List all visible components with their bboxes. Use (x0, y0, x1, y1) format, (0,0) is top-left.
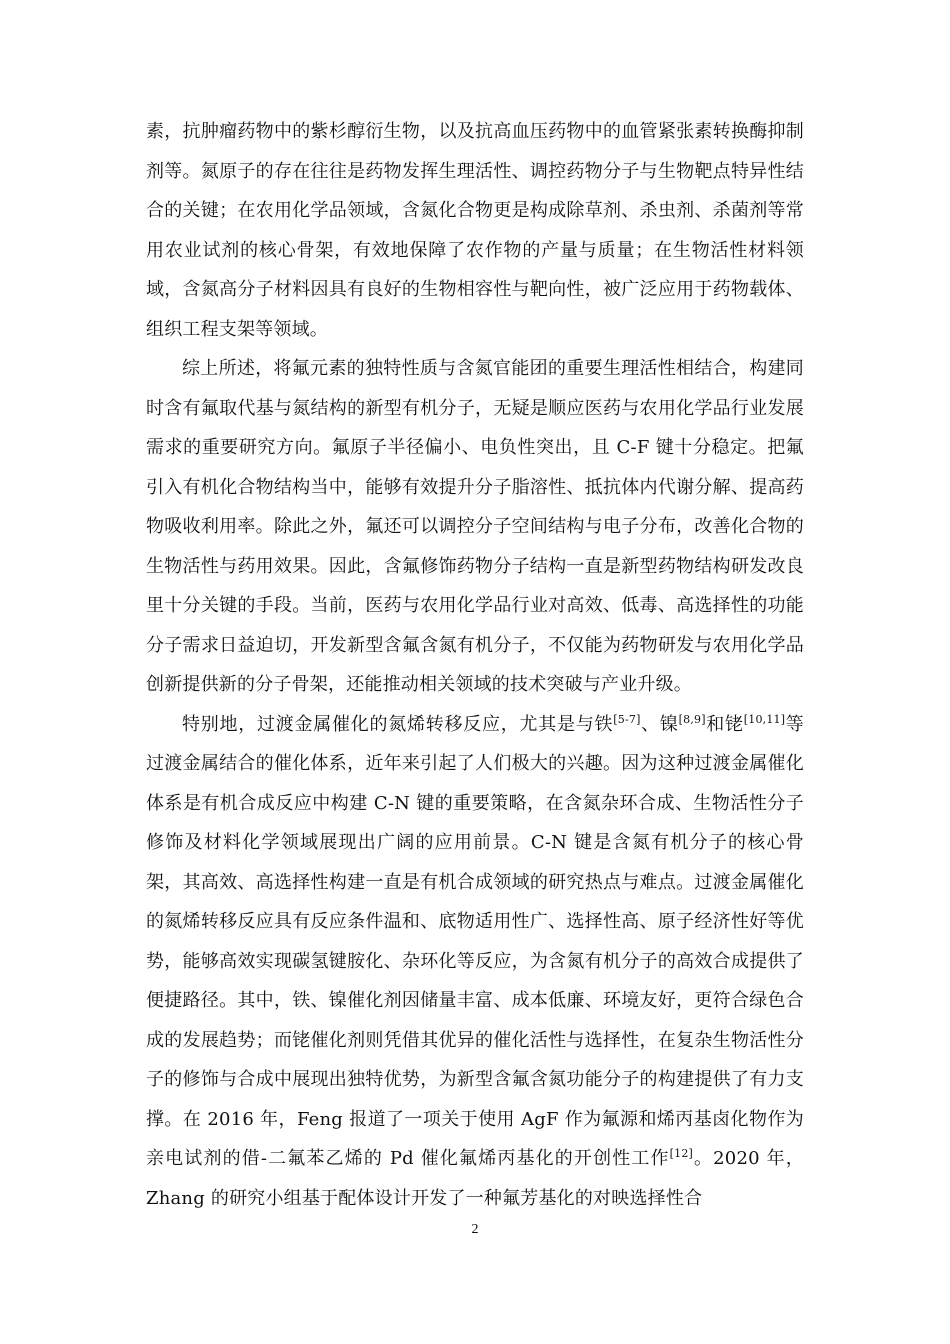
citation-superscript: [8,9] (678, 712, 706, 726)
paragraph-1 (146, 112, 804, 349)
paragraph-text: 素，抗肿瘤药物中的紫杉醇衍生物，以及抗高血压药物中的血管紧张素转换酶抑制剂等。氮原子的存在往往是药物发挥生理活性、调控药物分子与生物靶点特异性结合的关键；在农用化学品领域，含氮化合物更是构成除草剂、杀虫剂、杀菌剂等常用农业试剂的核心骨架，有效地保障了农作物的产量与质量；在生物活性材料领域，含氮高分子材料因具有良好的生物相容性与靶向性，被广泛应用于药物载体、组织工程支架等领域。 (146, 121, 804, 340)
citation-superscript: [5-7] (613, 712, 641, 726)
paragraph-2 (146, 349, 804, 705)
document-body (146, 112, 804, 1218)
citation-superscript: [12] (669, 1147, 694, 1160)
paragraph-text: 等过渡金属结合的催化体系，近年来引起了人们极大的兴趣。因为这种过渡金属催化体系是有机合成反应中构建 C-N 键的重要策略，在含氮杂环合成、生物活性分子修饰及材料化学领域展现出广阔的应用前景。C-N 键是含氮有机分子的核心骨架，其高效、高选择性构建一直是有机合成领域的研究热点与难点。过渡金属催化的氮烯转移反应具有反应条件温和、底物适用性广、选择性高、原子经济性好等优势，能够高效实现碳氢键胺化、杂环化等反应，为含氮有机分子的高效合成提供了便捷路径。其中，铁、镍催化剂因储量丰富、成本低廉、环境友好，更符合绿色合成的发展趋势；而铑催化剂则凭借其优异的催化活性与选择性，在复杂生物活性分子的修饰与合成中展现出独特优势，为新型含氟含氮功能分子的构建提供了有力支撑。在 2016 年，Feng 报道了一项关于使用 AgF 作为氟源和烯丙基卤化物作为亲电试剂的借-二氟苯乙烯的 Pd 催化氟烯丙基化的开创性工作 (146, 713, 805, 1169)
paragraph-text: 。2020 年，Zhang 的研究小组基于配体设计开发了一种氟芳基化的对映选择性合 (146, 1148, 804, 1209)
page-number: 2 (471, 1222, 479, 1237)
paragraph-text: 和铑 (705, 713, 744, 735)
paragraph-text: 综上所述，将氟元素的独特性质与含氮官能团的重要生理活性相结合，构建同时含有氟取代基与氮结构的新型有机分子，无疑是顺应医药与农用化学品行业发展需求的重要研究方向。氟原子半径偏小、电负性突出，且 C-F 键十分稳定。把氟引入有机化合物结构当中，能够有效提升分子脂溶性、抵抗体内代谢分解、提高药物吸收利用率。除此之外，氟还可以调控分子空间结构与电子分布，改善化合物的生物活性与药用效果。因此，含氟修饰药物分子结构一直是新型药物结构研发改良里十分关键的手段。当前，医药与农用化学品行业对高效、低毒、高选择性的功能分子需求日益迫切，开发新型含氟含氮有机分子，不仅能为药物研发与农用化学品创新提供新的分子骨架，还能推动相关领域的技术突破与产业升级。 (146, 358, 804, 695)
paragraph-3 (146, 705, 804, 1219)
paragraph-text: 、镍 (640, 713, 679, 735)
paragraph-text: 特别地，过渡金属催化的氮烯转移反应，尤其是与铁 (182, 713, 614, 735)
citation-superscript: [10,11] (743, 712, 786, 726)
